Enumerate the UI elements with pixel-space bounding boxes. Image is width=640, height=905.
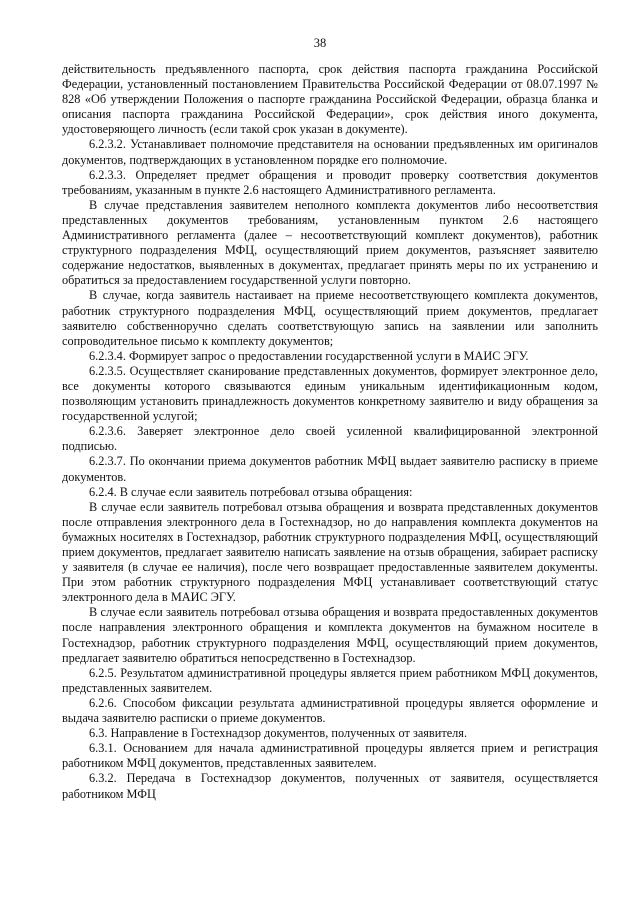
paragraph: 6.2.3.3. Определяет предмет обращения и проводит проверку соответствия документов требованиям, указанным в пункте 2.6 настоящего Административного регламента. — [62, 167, 598, 197]
paragraph: В случае, когда заявитель настаивает на приеме несоответствующего комплекта документов, работник структурного подразделения МФЦ, осуществляющий прием документов, предлагает заявителю собственноручно сделать соответствующую запись на заявлении или заполнить сопроводительное письмо к комплекту документов; — [62, 288, 598, 348]
paragraph: 6.3.1. Основанием для начала административной процедуры является прием и регистрация работником МФЦ документов, представленных заявителем. — [62, 741, 598, 771]
paragraph: 6.2.6. Способом фиксации результата административной процедуры является оформление и выдача заявителю расписки о приеме документов. — [62, 695, 598, 726]
paragraph: 6.2.3.2. Устанавливает полномочие представителя на основании предъявленных им оригиналов документов, подтверждающих в установленном порядке его полномочие. — [62, 137, 598, 167]
paragraph: 6.2.4. В случае если заявитель потребовал отзыва обращения: — [89, 484, 413, 499]
paragraph: В случае если заявитель потребовал отзыва обращения и возврата представленных документов после отправления электронного дела в Гостехнадзор, но до направления комплекта документов на бумажных носителях в Гостехнадзор, работник структурного подразделения МФЦ, осуществляющий прием документов, предлагает заявителю написать заявление на отзыв обращения, забирает расписку у заявителя (в случае ее наличия), после чего возвращает предоставленные заявителем документы. При этом работник структурного подразделения МФЦ устанавливает соответствующий статус электронного дела в МАИС ЭГУ. — [62, 499, 598, 605]
page-number: 38 — [313, 36, 327, 50]
document-body — [62, 62, 598, 802]
paragraph: 6.3.2. Передача в Гостехнадзор документов, полученных от заявителя, осуществляется работником МФЦ — [62, 771, 598, 801]
paragraph: 6.2.5. Результатом административной процедуры является прием работником МФЦ документов, представленных заявителем. — [62, 665, 598, 695]
paragraph: 6.2.3.4. Формирует запрос о предоставлении государственной услуги в МАИС ЭГУ. — [89, 348, 529, 363]
paragraph: В случае если заявитель потребовал отзыва обращения и возврата предоставленных документов после направления электронного обращения и комплекта документов на бумажном носителе в Гостехнадзор, работник структурного подразделения МФЦ, осуществляющий прием документов, предлагает заявителю обратиться непосредственно в Гостехнадзор. — [62, 605, 598, 665]
paragraph: действительность предъявленного паспорта, срок действия паспорта гражданина Российской Федерации, установленный постановлением Правительства Российской Федерации от 08.07.1997 № 828 «Об утверждении Положения о паспорте гражданина Российской Федерации, образца бланка и описания паспорта гражданина Российской Федерации», срок действия иного документа, удостоверяющего личность (если такой срок указан в документе). — [62, 62, 598, 137]
paragraph: В случае представления заявителем неполного комплекта документов либо несоответствия представленных документов требованиям, установленным пунктом 2.6 настоящего Административного регламента (далее – несоответствующий комплект документов), работник структурного подразделения МФЦ, осуществляющий прием документов, разъясняет заявителю содержание недостатков, выявленных в документах, предлагает принять меры по их устранению и обратиться за предоставлением государственной услуги повторно. — [62, 197, 598, 288]
paragraph: 6.3. Направление в Гостехнадзор документов, полученных от заявителя. — [89, 726, 468, 741]
paragraph: 6.2.3.5. Осуществляет сканирование представленных документов, формирует электронное дело, все документы которого связываются единым уникальным идентификационным кодом, позволяющим установить принадлежность документов конкретному заявителю и виду обращения за государственной услугой; — [62, 363, 598, 424]
paragraph: 6.2.3.7. По окончании приема документов работник МФЦ выдает заявителю расписку в приеме документов. — [62, 454, 598, 484]
paragraph: 6.2.3.6. Заверяет электронное дело своей усиленной квалифицированной электронной подписью. — [62, 424, 598, 454]
